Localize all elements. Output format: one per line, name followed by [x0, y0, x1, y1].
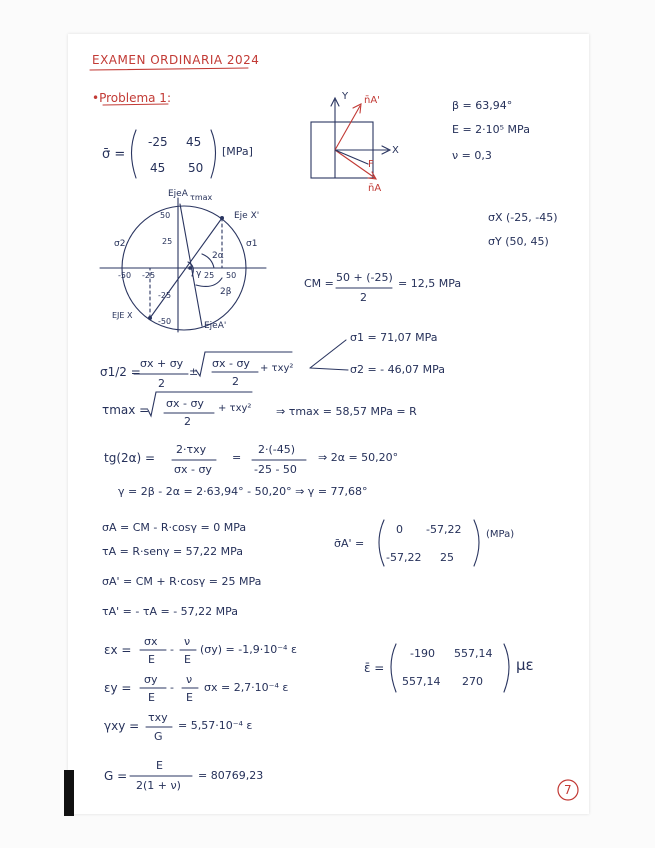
- principal-branch-lower: [310, 368, 348, 370]
- mohr-label-2beta: 2β: [220, 287, 232, 297]
- mohr-tick-tm50: -50: [158, 317, 172, 326]
- mohr-tick-t50: 50: [160, 211, 171, 220]
- ey-tail: σx = 2,7·10⁻⁴ ε: [204, 681, 289, 694]
- tan-result: ⇒ 2α = 50,20°: [318, 451, 399, 464]
- mohr-label-ejeXp: Eje X': [234, 211, 260, 221]
- title-underline: [90, 68, 248, 70]
- mohr-tick-tm25: -25: [158, 291, 172, 300]
- ey-mid: -: [170, 681, 174, 694]
- exam-title: EXAMEN ORDINARIA 2024: [92, 53, 260, 67]
- stress-a22: 50: [188, 161, 204, 175]
- tensorA-unit: (MPa): [486, 529, 515, 540]
- tensorA-a11: 0: [396, 523, 403, 536]
- mohr-label-2alpha: 2α: [212, 251, 224, 261]
- strain-a22: 270: [462, 675, 483, 688]
- strain-a21: 557,14: [402, 675, 441, 688]
- mohr-diameter-aa: [180, 204, 202, 326]
- mohr-label-ejeA: EjeA: [168, 189, 188, 199]
- tan-lhs: tg(2α) =: [104, 451, 156, 465]
- mohr-point-y: [220, 216, 224, 220]
- principal-s1: σ1 = 71,07 MPa: [350, 331, 438, 344]
- page-number: 7: [564, 783, 572, 797]
- mohr-tick-x25: 25: [204, 271, 215, 280]
- principal-root-den: 2: [232, 375, 239, 388]
- sigma-a-prime-line: σA' = CM + R·cosγ = 25 MPa: [102, 575, 262, 588]
- mohr-label-ejeAp: EjeA': [204, 321, 227, 331]
- principal-s2: σ2 = - 46,07 MPa: [350, 363, 446, 376]
- given-poisson: ν = 0,3: [452, 149, 492, 162]
- gxy-lhs: γxy =: [104, 719, 140, 733]
- gxy-n1: τxy: [148, 711, 168, 724]
- mohr-label-s1: σ1: [246, 239, 258, 249]
- ex-d2: E: [184, 653, 191, 666]
- principal-pm: ±: [189, 365, 199, 378]
- principal-frac1-num: σx + σy: [140, 357, 184, 370]
- stress-a11: -25: [148, 135, 168, 149]
- cm-result: = 12,5 MPa: [398, 277, 462, 290]
- tan-den2: -25 - 50: [254, 463, 297, 476]
- mohr-label-gamma: γ: [196, 269, 202, 279]
- taumax-num: σx - σy: [166, 397, 204, 410]
- stress-matrix-bracket-left: [132, 130, 137, 178]
- gxy-tail: = 5,57·10⁻⁴ ε: [178, 719, 253, 732]
- element-y-label: Y: [342, 91, 349, 102]
- g-tail: = 80769,23: [198, 769, 264, 782]
- stress-a12: 45: [186, 135, 202, 149]
- mohr-tick-xm25: -25: [142, 271, 156, 280]
- strain-bracket-left: [391, 644, 396, 692]
- point-y-coords: σY (50, 45): [488, 235, 549, 248]
- g-d1: 2(1 + ν): [136, 779, 181, 792]
- point-x-coords: σX (-25, -45): [488, 211, 558, 224]
- element-na-label: n̄A: [368, 183, 382, 194]
- g-lhs: G =: [104, 769, 128, 783]
- cm-denominator: 2: [360, 291, 367, 304]
- strain-a12: 557,14: [454, 647, 493, 660]
- stress-tensor-symbol: σ̄ =: [102, 147, 126, 162]
- principal-frac1-den: 2: [158, 377, 165, 390]
- tan-eq: =: [232, 451, 242, 464]
- tensorA-symbol: σ̄A' =: [334, 537, 365, 550]
- strain-bracket-right: [504, 644, 509, 692]
- tensorA-bracket-left: [379, 520, 384, 566]
- ex-mid: -: [170, 643, 174, 656]
- gamma-line: γ = 2β - 2α = 2·63,94° - 50,20° ⇒ γ = 77,68°: [118, 485, 368, 498]
- ey-lhs: εy =: [104, 681, 132, 695]
- taumax-lhs: τmax =: [102, 403, 150, 417]
- ex-n1: σx: [144, 635, 158, 648]
- problem-label: •Problema 1:: [92, 91, 171, 105]
- tau-a-prime-line: τA' = - τA = - 57,22 MPa: [102, 605, 239, 618]
- ex-d1: E: [148, 653, 155, 666]
- tensorA-a21: -57,22: [386, 551, 422, 564]
- ey-d2: E: [186, 691, 193, 704]
- ey-n2: ν: [186, 673, 193, 686]
- mohr-center: [188, 266, 192, 270]
- principal-root-tail: + τxy²: [260, 363, 294, 374]
- mohr-label-tmax: τmax: [190, 193, 213, 202]
- tan-num2: 2·(-45): [258, 443, 296, 456]
- mohr-point-x: [148, 316, 152, 320]
- gxy-d1: G: [154, 730, 163, 743]
- ey-n1: σy: [144, 673, 158, 686]
- na-prime-vector: [335, 106, 360, 150]
- stress-unit: [MPa]: [222, 145, 253, 158]
- mohr-tick-t25: 25: [162, 237, 173, 246]
- tan-num1: 2·τxy: [176, 443, 207, 456]
- taumax-result: ⇒ τmax = 58,57 MPa = R: [276, 405, 417, 418]
- strain-a11: -190: [410, 647, 435, 660]
- taumax-den: 2: [184, 415, 191, 428]
- element-force-label: F: [368, 159, 374, 170]
- sigma-a-line: σA = CM - R·cosγ = 0 MPa: [102, 521, 247, 534]
- strain-tensor-symbol: ε̄ =: [364, 661, 385, 675]
- ex-lhs: εx =: [104, 643, 132, 657]
- given-beta: β = 63,94°: [452, 99, 513, 112]
- principal-root-num: σx - σy: [212, 357, 250, 370]
- tensorA-bracket-right: [474, 520, 479, 566]
- stress-matrix-bracket-right: [211, 130, 216, 178]
- tensorA-a12: -57,22: [426, 523, 462, 536]
- cm-lhs: CM =: [304, 277, 334, 290]
- mohr-label-s2: σ2: [114, 239, 126, 249]
- ex-n2: ν: [184, 635, 191, 648]
- principal-lhs: σ1/2 =: [100, 365, 141, 379]
- stress-a21: 45: [150, 161, 166, 175]
- mohr-label-ejeX: EJE X: [112, 311, 133, 320]
- strain-unit: με: [516, 656, 534, 674]
- tan-den1: σx - σy: [174, 463, 212, 476]
- mohr-tick-x50: 50: [226, 271, 237, 280]
- tensorA-a22: 25: [440, 551, 454, 564]
- element-na-prime-label: n̄A': [364, 95, 380, 106]
- ey-d1: E: [148, 691, 155, 704]
- principal-branch-upper: [310, 340, 346, 368]
- taumax-tail: + τxy²: [218, 403, 252, 414]
- ex-tail: (σy) = -1,9·10⁻⁴ ε: [200, 643, 297, 656]
- element-x-label: X: [392, 145, 399, 156]
- tau-a-line: τA = R·senγ = 57,22 MPa: [102, 545, 244, 558]
- g-n1: E: [156, 759, 163, 772]
- mohr-tick-xm50: -50: [118, 271, 132, 280]
- given-young-modulus: E = 2·10⁵ MPa: [452, 123, 530, 136]
- cm-numerator: 50 + (-25): [336, 271, 393, 284]
